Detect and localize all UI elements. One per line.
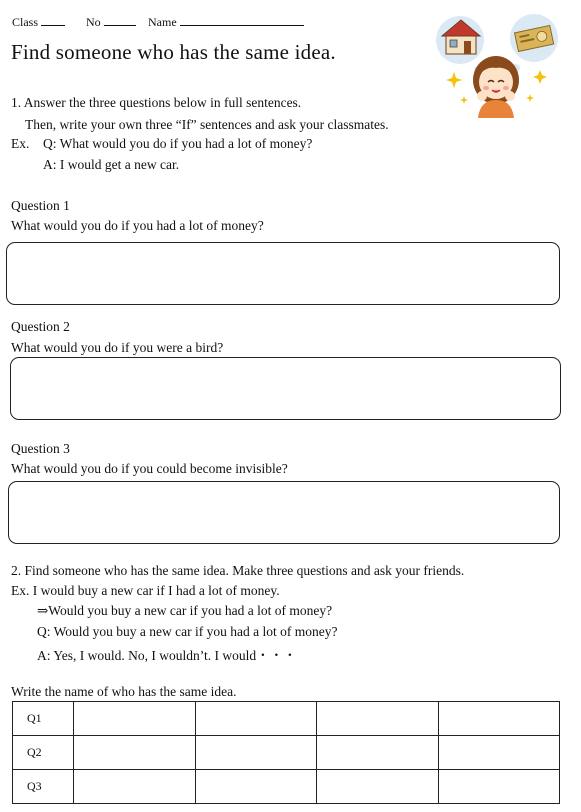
table-caption: Write the name of who has the same idea.: [11, 684, 237, 699]
name-field: [148, 14, 304, 30]
class-field: [12, 14, 65, 30]
question2-label: Question 2: [11, 319, 70, 334]
question3-label: Question 3: [11, 441, 70, 456]
section2-example-line3: Q: Would you buy a new car if you had a lot of money?: [37, 624, 338, 639]
name-label: Name: [148, 15, 177, 29]
row-label-q2: Q2: [13, 736, 74, 770]
question2-text: What would you do if you were a bird?: [11, 340, 224, 355]
no-label: No: [86, 15, 101, 29]
name-cell[interactable]: [195, 736, 317, 770]
name-cell[interactable]: [74, 736, 196, 770]
table-row: [13, 770, 560, 804]
question1-text: What would you do if you had a lot of money?: [11, 218, 264, 233]
question2-answer-box[interactable]: [10, 357, 561, 420]
class-blank[interactable]: [41, 14, 65, 26]
row-label-q3: Q3: [13, 770, 74, 804]
table-row: [13, 702, 560, 736]
name-cell[interactable]: [195, 702, 317, 736]
name-blank[interactable]: [180, 14, 304, 26]
name-cell[interactable]: [317, 702, 439, 736]
section2-example-line2: ⇒Would you buy a new car if you had a lot of money?: [37, 603, 333, 618]
name-cell[interactable]: [195, 770, 317, 804]
page-title: Find someone who has the same idea.: [11, 40, 336, 64]
name-cell[interactable]: [438, 736, 560, 770]
name-cell[interactable]: [438, 770, 560, 804]
example-question: Q: What would you do if you had a lot of money?: [43, 136, 313, 151]
no-field: [86, 14, 136, 30]
name-cell[interactable]: [317, 770, 439, 804]
question3-text: What would you do if you could become invisible?: [11, 461, 288, 476]
question3-answer-box[interactable]: [8, 481, 560, 544]
section2-example-line4: A: Yes, I would. No, I wouldn’t. I would・・・: [37, 648, 297, 663]
girl-dreaming-illustration: [430, 10, 560, 120]
row-label-q1: Q1: [13, 702, 74, 736]
name-cell[interactable]: [74, 702, 196, 736]
section1-instruction-line2: Then, write your own three “If” sentences and ask your classmates.: [25, 117, 389, 132]
section1-instruction-line1: 1. Answer the three questions below in full sentences.: [11, 95, 302, 110]
no-blank[interactable]: [104, 14, 136, 26]
name-cell[interactable]: [438, 702, 560, 736]
example-prefix: Ex.: [11, 136, 30, 151]
question1-answer-box[interactable]: [6, 242, 560, 305]
same-idea-table: [12, 701, 560, 804]
question1-label: Question 1: [11, 198, 70, 213]
section2-instruction: 2. Find someone who has the same idea. Make three questions and ask your friends.: [11, 563, 465, 578]
name-cell[interactable]: [74, 770, 196, 804]
class-label: Class: [12, 15, 39, 29]
table-row: [13, 736, 560, 770]
section2-example-line1: Ex. I would buy a new car if I had a lot of money.: [11, 583, 280, 598]
example-answer: A: I would get a new car.: [43, 157, 180, 172]
girl-icon: [473, 56, 519, 118]
name-cell[interactable]: [317, 736, 439, 770]
